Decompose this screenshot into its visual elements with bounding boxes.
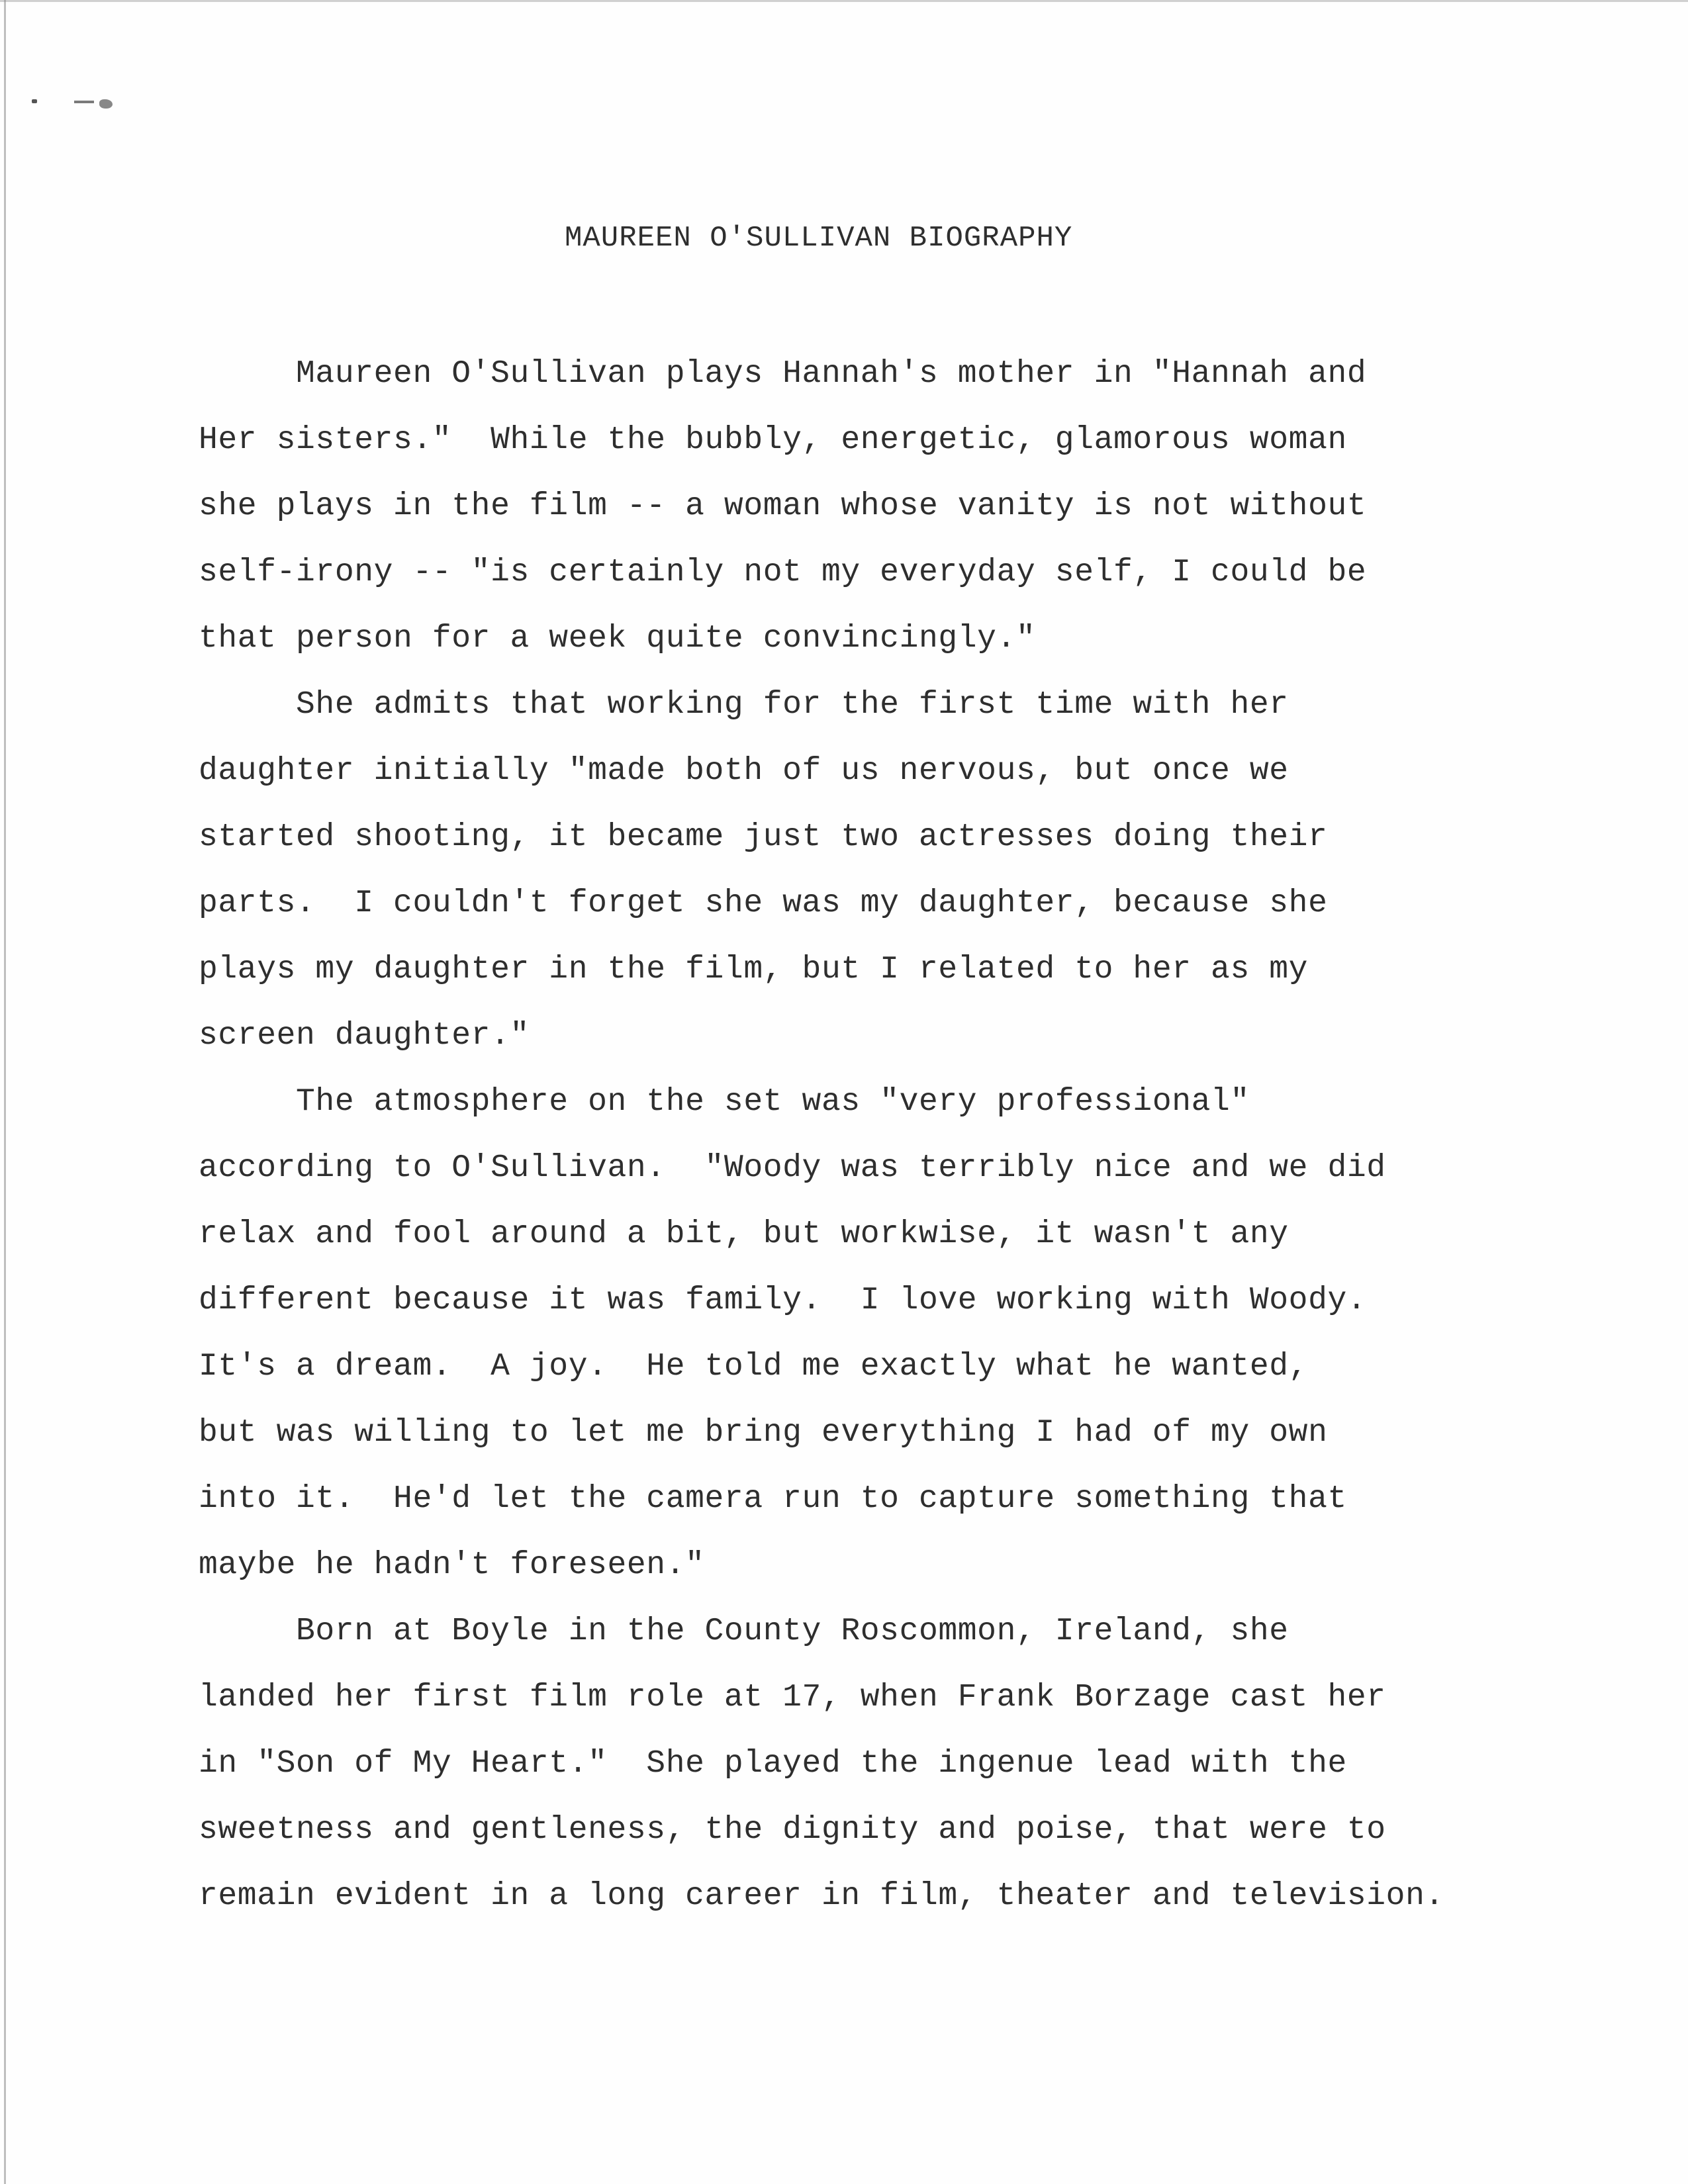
text-line: in "Son of My Heart." She played the ingenue lead with the	[199, 1746, 1347, 1782]
text-line: into it. He'd let the camera run to capture something that	[199, 1481, 1347, 1517]
text-line: but was willing to let me bring everything I had of my own	[199, 1415, 1328, 1451]
text-line: She admits that working for the first time with her	[199, 687, 1289, 723]
scan-speck-mark	[32, 99, 37, 103]
scan-smudge-mark	[99, 99, 113, 109]
scan-left-edge	[4, 0, 6, 2184]
text-line: that person for a week quite convincingly."	[199, 621, 1036, 657]
text-line: parts. I couldn't forget she was my daughter, because she	[199, 886, 1328, 921]
text-line: screen daughter."	[199, 1018, 530, 1054]
text-line: relax and fool around a bit, but workwise, it wasn't any	[199, 1216, 1289, 1252]
text-line: Born at Boyle in the County Roscommon, Ireland, she	[199, 1614, 1289, 1649]
page-title: MAUREEN O'SULLIVAN BIOGRAPHY	[565, 222, 1073, 255]
text-line: sweetness and gentleness, the dignity and poise, that were to	[199, 1812, 1386, 1848]
text-line: Her sisters." While the bubbly, energetic, glamorous woman	[199, 422, 1347, 458]
scan-dash-mark	[74, 101, 94, 103]
text-line: It's a dream. A joy. He told me exactly what he wanted,	[199, 1349, 1309, 1385]
text-line: Maureen O'Sullivan plays Hannah's mother in "Hannah and	[199, 356, 1367, 392]
text-line: The atmosphere on the set was "very professional"	[199, 1084, 1250, 1120]
body-text	[199, 351, 1523, 1939]
text-line: she plays in the film -- a woman whose vanity is not without	[199, 488, 1367, 524]
text-line: landed her first film role at 17, when Frank Borzage cast her	[199, 1680, 1386, 1715]
text-line: according to O'Sullivan. "Woody was terribly nice and we did	[199, 1150, 1386, 1186]
text-line: self-irony -- "is certainly not my everyday self, I could be	[199, 555, 1367, 590]
scan-top-edge	[0, 0, 1688, 2]
text-line: started shooting, it became just two actresses doing their	[199, 819, 1328, 855]
text-line: different because it was family. I love working with Woody.	[199, 1283, 1367, 1318]
text-line: plays my daughter in the film, but I related to her as my	[199, 952, 1309, 987]
text-line: remain evident in a long career in film, theater and television.	[199, 1878, 1444, 1914]
text-line: maybe he hadn't foreseen."	[199, 1547, 705, 1583]
text-line: daughter initially "made both of us nervous, but once we	[199, 753, 1289, 789]
